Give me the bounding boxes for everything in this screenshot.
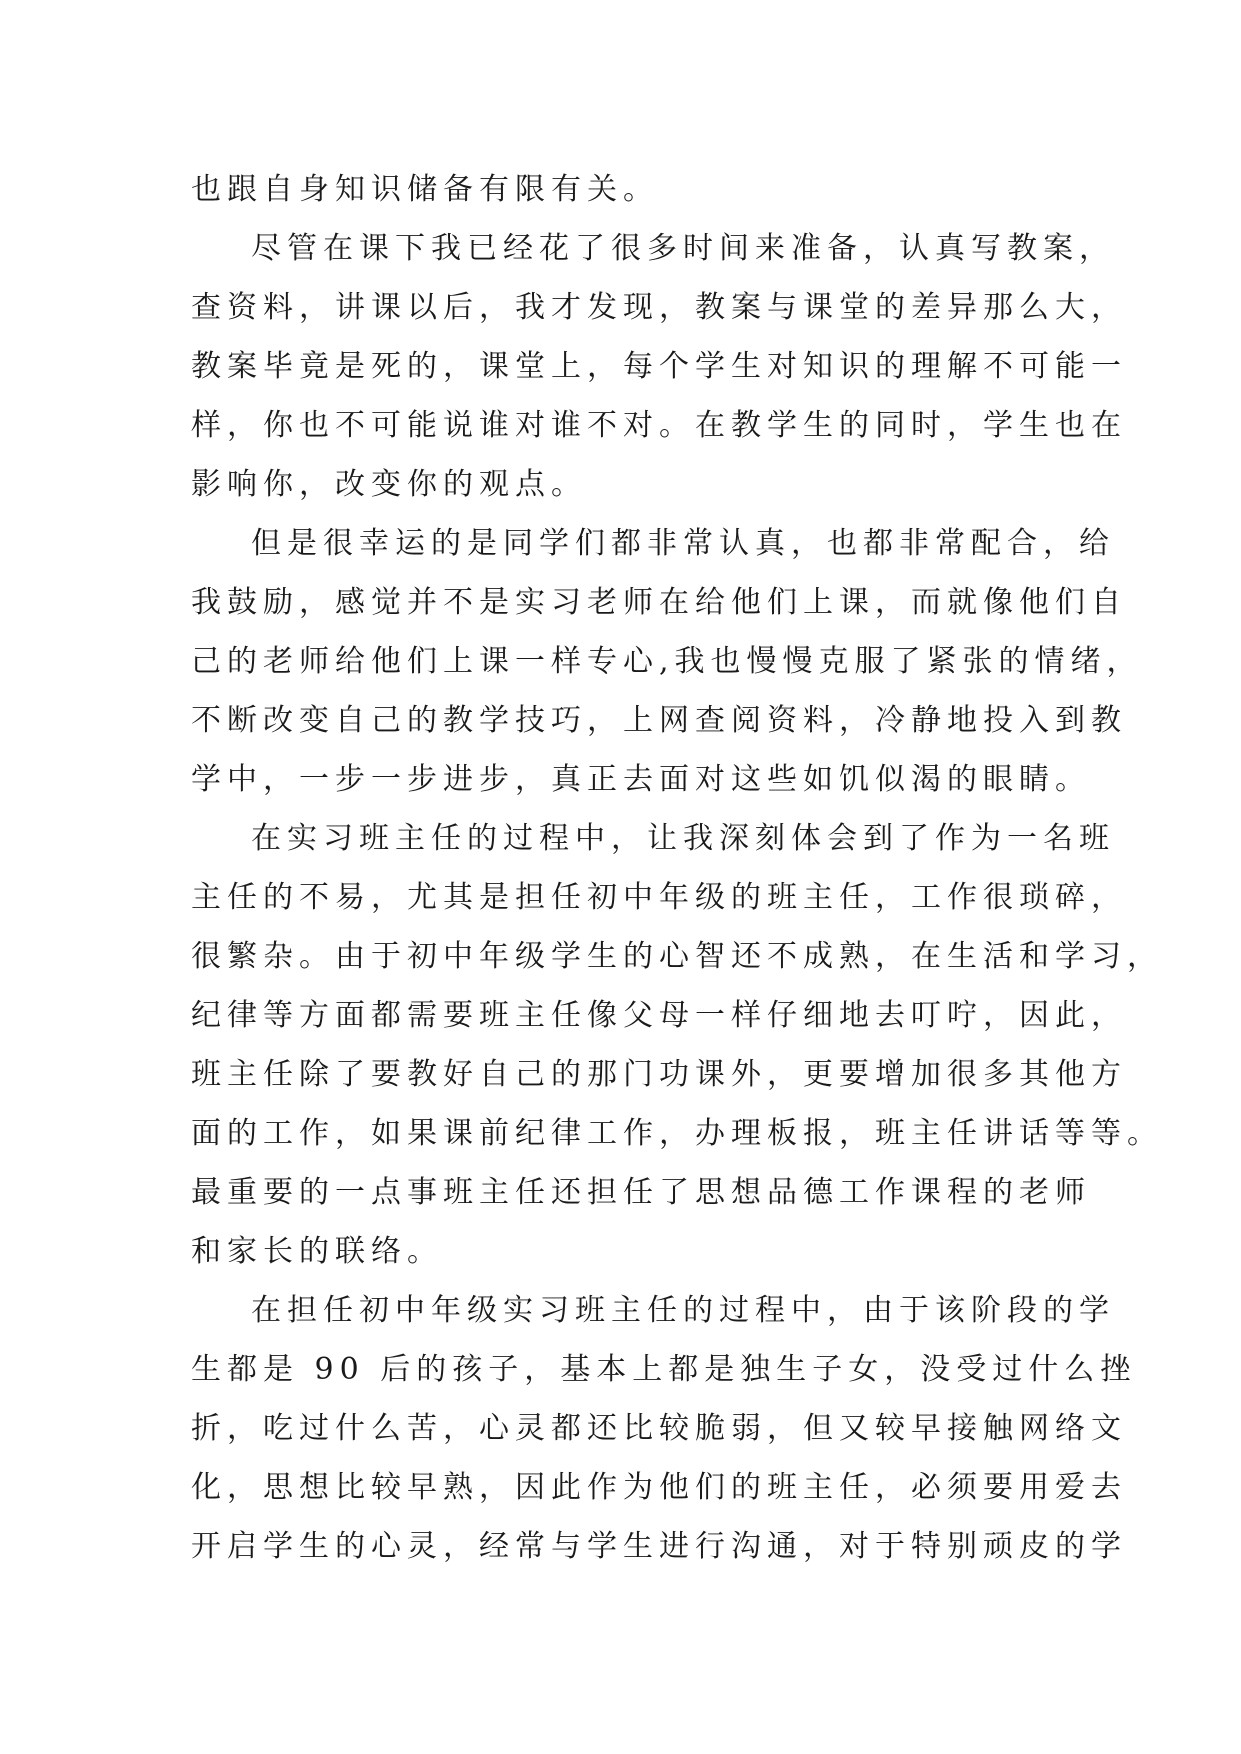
text-line: 也跟自身知识储备有限有关。: [191, 172, 659, 207]
text-line: 化，思想比较早熟，因此作为他们的班主任，必须要用爱去: [191, 1470, 1127, 1505]
text-line: 查资料，讲课以后，我才发现，教案与课堂的差异那么大，: [191, 290, 1127, 325]
text-line: 主任的不易，尤其是担任初中年级的班主任，工作很琐碎，: [191, 880, 1127, 915]
text-line: 我鼓励，感觉并不是实习老师在给他们上课，而就像他们自: [191, 585, 1127, 620]
text-line: 开启学生的心灵，经常与学生进行沟通，对于特别顽皮的学: [191, 1529, 1127, 1564]
paragraph-knowledge-note: [191, 160, 1051, 219]
text-line: 班主任除了要教好自己的那门功课外，更要增加很多其他方: [191, 1057, 1127, 1092]
text-line: 学中，一步一步进步，真正去面对这些如饥似渴的眼睛。: [191, 762, 1091, 797]
text-line: 样，你也不可能说谁对谁不对。在教学生的同时，学生也在: [191, 408, 1127, 443]
text-line: 影响你，改变你的观点。: [191, 467, 587, 502]
text-line: 生都是 90 后的孩子，基本上都是独生子女，没受过什么挫: [191, 1352, 1137, 1387]
text-line: 教案毕竟是死的，课堂上，每个学生对知识的理解不可能一: [191, 349, 1127, 384]
text-line: 己的老师给他们上课一样专心,我也慢慢克服了紧张的情绪，: [191, 644, 1143, 679]
text-line: 尽管在课下我已经花了很多时间来准备，认真写教案，: [251, 231, 1115, 266]
text-line: 不断改变自己的教学技巧，上网查阅资料，冷静地投入到教: [191, 703, 1127, 738]
text-line: 折，吃过什么苦，心灵都还比较脆弱，但又较早接触网络文: [191, 1411, 1127, 1446]
text-line: 面的工作，如果课前纪律工作，办理板报，班主任讲话等等。: [191, 1116, 1163, 1151]
document-body: [191, 160, 1163, 1576]
text-line: 和家长的联络。: [191, 1234, 443, 1269]
text-line: 在担任初中年级实习班主任的过程中，由于该阶段的学: [251, 1293, 1115, 1328]
paragraph-lesson-prep: [191, 219, 1127, 514]
text-line: 在实习班主任的过程中，让我深刻体会到了作为一名班: [251, 821, 1115, 856]
text-line: 最重要的一点事班主任还担任了思想品德工作课程的老师: [191, 1175, 1091, 1210]
text-line: 但是很幸运的是同学们都非常认真，也都非常配合，给: [251, 526, 1115, 561]
paragraph-student-care: [191, 1281, 1137, 1576]
paragraph-head-teacher-duties: [191, 809, 1163, 1281]
text-line: 纪律等方面都需要班主任像父母一样仔细地去叮咛，因此，: [191, 998, 1127, 1033]
paragraph-student-cooperation: [191, 514, 1143, 809]
text-line: 很繁杂。由于初中年级学生的心智还不成熟，在生活和学习，: [191, 939, 1163, 974]
